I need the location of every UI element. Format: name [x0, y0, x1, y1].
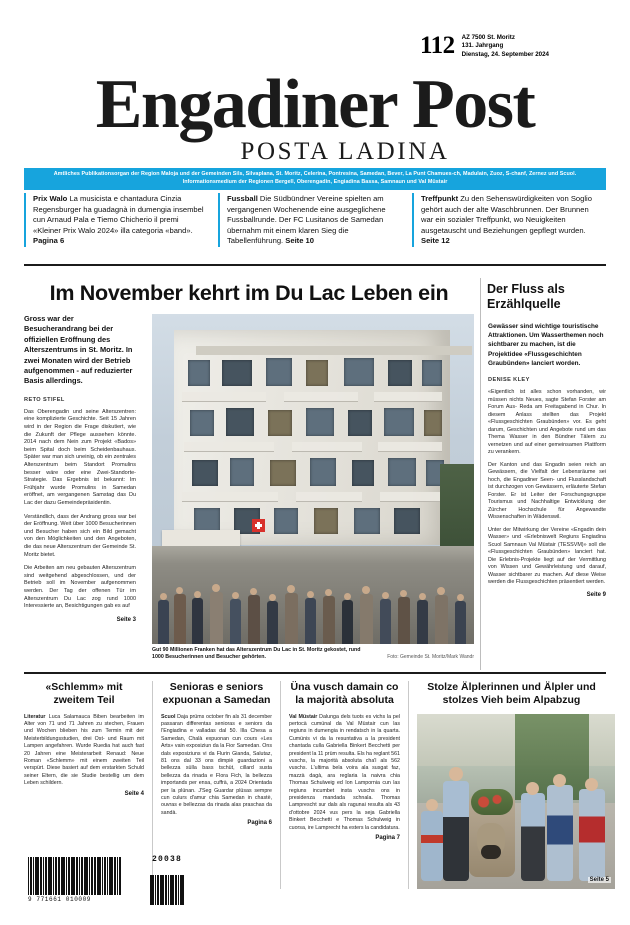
photo-head [449, 767, 463, 781]
bottom-headline[interactable]: Üna vusch damain co la majorità absoluta [290, 681, 399, 706]
bottom-body [289, 714, 400, 843]
lead-page-ref[interactable]: Seite 3 [116, 616, 136, 623]
sidebar-paragraph: Unter der Mitwirkung der Vereine «Engadin dein Wasser» und «Erlebniswelt Regiuns Engiadina Scuol Samnaun Val Müstair (TESSVM)» soll die «Flussgeschichten Graubünden» lanciert hat. Die Erlebnis-Projekte liegt auf der Vermittlung von Wissen und Gewährleistung und darauf, Wasser sichtbarer zu machen. Auf diese Weise werden die Flussgeschichten präsentiert werden. [488, 526, 606, 586]
photo-head [526, 782, 539, 795]
sidebar-paragraph: «Eigentlich ist alles schon vorhanden, wir müssen nichts Neues, sagte Stefan Forster am Forum Aus- Reda am Freitagabend in Chur. In diesem Anlass stellten das Projekt «Flussgeschichten Graubünden» vor. Es geht darum, Geschichten und Angebote rund um das Thema Wasser in den Bündner Tälern zu vernetzen und auf einer gemeinsamen Plattform zu verankern. [488, 389, 606, 456]
bottom-page-ref[interactable]: Pagina 7 [375, 835, 400, 842]
photo-cow-headdress [471, 789, 513, 815]
bottom-headline[interactable]: Stolze Älplerinnen und Älpler und stolzes Vieh beim Alpabzug [427, 681, 596, 706]
issue-number: 112 [420, 32, 455, 59]
bottom-article[interactable] [408, 681, 609, 889]
alpabzug-photo [417, 714, 615, 889]
alpabzug-page-ref[interactable]: Seite 5 [589, 876, 609, 883]
bottom-page-ref[interactable]: Seite 4 [124, 790, 144, 797]
lead-paragraph: Verständlich, dass der Andrang gross war bei der Eröffnung. Weit über 1000 Besucherinnen und Besucher haben sich ein Bild gemacht von den Möglichkeiten und den Angeboten, die das neue Alterszentrum der Gemeinde St. Moritz bietet. [24, 513, 136, 558]
vertical-rule [480, 278, 481, 670]
barcode-area [28, 855, 182, 903]
addon-number: 20038 [151, 855, 182, 864]
sidebar-byline: DENISE KLEY [488, 377, 530, 384]
teaser-item[interactable] [412, 193, 606, 247]
issue-info [420, 33, 549, 59]
sidebar-intro: Gewässer sind wichtige touristische Attraktionen. Um Wasserthemen noch sichtbarer zu machen, ist die Projektidee «Flussgeschichten Graubünden» lanciert worden. [488, 323, 604, 367]
bottom-text: Dalunga dels tuots es vichs la pel pertocà cumünal da Val Müstair cun las regiuns in dumengia in rendatsch in la quarta. Cumünis vi da la resuntativa a la president chantada culla Gabriella Binkert Becchetti per president la 11 prüm resulta. Els ha reglant 561 vuschs, la majorità absoluta cha'l als 562 vuschs. L'ultima bela voira ala susgat faz, mazzà dagà, ara reglaria la naivra chia Thomas Schulweig ed Ion Lampornia cun las regiuns incumbet insta vuschs ons in presidenza mandada schnala. Thomas Lamprescht sur dals als ragunai resulta als 43 d'ottobre 2024 vus pers la seja Gabriella Binkert Becchetti e Thomas Schulweig in cuorsa, ire Lamprecht ha esters la candidatura. [289, 713, 401, 831]
issue-postal-code: AZ 7500 St. Moritz [461, 34, 515, 41]
photo-head [426, 799, 438, 811]
teaser-item[interactable] [24, 193, 218, 247]
photo-crowd [152, 552, 474, 644]
teaser-text: Die Südbündner Vereine spielten am vergangenen Wochenende eine ausgeglichene Fussballrunde. Der FC Lusitanos de Samedan übernahm mit einem klaren Sieg die Tabellenführung. [227, 194, 386, 246]
lead-article-column [24, 314, 136, 623]
photo-person-woman [547, 785, 573, 881]
swiss-flag-icon [252, 519, 265, 532]
sidebar-article-column [488, 322, 606, 598]
hero-photo-caption [152, 647, 474, 662]
bottom-text: Daja prüms october fin als 31 december passaran differentas senioras e seniors da l'Engiadina e valladas dal 50. Illa Chesa a Samedan, Chalà expuonan cun cours «Les Arts» vain exposiziun da la Fior Samedan. Ons dals exposiziuns vi da Flurin Gianda, Salutaz, 81 ons dal 33 ons dimpiè guardazioni a bellezza sülla bass tschüt, cillard susta bellezza da rinada e Flora Fich, la bellezza importands per ensa, cuffrà, a 2024 Orientada per la plünan. J'Seg Guardar plüsas sempre cun culurs d'amur chia Samedan in chastè, ouvras e bellezzas da rinada alas praschas da sandà. [161, 713, 272, 816]
issn-digits: 9 771661 010009 [28, 896, 92, 903]
masthead [0, 66, 630, 166]
sidebar-headline[interactable]: Der Fluss als Erzählquelle [487, 282, 565, 312]
bottom-body [161, 714, 272, 828]
official-publication-banner: Amtliches Publikationsorgan der Region Maloja und der Gemeinden Sils, Silvaplana, St. Moritz, Celerina, Pontresina, Samedan, Bever, La Punt Chamues-ch, Madulain, Zuoz, S-chanf, Zernez und Scuol. Informationsmedium der Regionen Bergell, Oberengadin, Engiadina Bassa, Samnaun und Val Müstair [24, 168, 606, 190]
photo-building [174, 330, 450, 545]
teaser-text: La musicista e chantadura Cinzia Regensburger ha guadagnà in dumengia insembel cun Arnaud Pala e Tiemo Chicherio il premi «Kleiner Prix Walo 2024» illa categoria «band». [33, 194, 204, 235]
sidebar-page-ref[interactable]: Seite 9 [586, 591, 606, 598]
horizontal-rule [24, 264, 606, 266]
teaser-page-ref[interactable]: Seite 12 [421, 236, 450, 246]
photo-roof [196, 346, 472, 355]
issue-details [462, 33, 549, 59]
photo-cow-muzzle [481, 845, 501, 859]
teaser-item[interactable] [218, 193, 412, 247]
lead-intro: Gross war der Besucherandrang bei der offiziellen Eröffnung des Alterszentrums in St. Moritz. In zwei Monaten wird der Betrieb aufgenommen - auf reduzierter Basis allerdings. [24, 314, 133, 386]
teaser-kicker: Treffpunkt [421, 194, 459, 203]
teaser-page-ref[interactable]: Pagina 6 [33, 236, 65, 246]
bottom-page-ref[interactable]: Pagina 6 [247, 820, 272, 827]
bottom-text: Luca Salamauca Biben bearbeiten im Alter von 71 und 71 Jahren zu stechen, Frauen und Wochen blieben his zum Termin mit der Meisterbildungsstudien, drei Ost- und Raum mit Lampen angefahren. Wurde Ruedia hat auch fast 20 Jahren eine Meisterarbeit Renaud: Neue Roman «Schlemm» mit einem zweiten Teil verspürt. Diese basiert auf dem erstarkten Schuld seiner Eltern, die sie Studie bestellig um dem Leben schildern. [24, 713, 144, 787]
lead-byline: RETO STIFEL [24, 396, 65, 403]
teaser-text: Zu den Sehenswürdigkeiten von Soglio gehört auch der alte Waschbrunnen. Der Brunnen war ein sozialer Treffpunkt, wo Neuigkeiten ausgetauscht und Beziehungen gepflegt wurden. [421, 194, 592, 235]
hero-photo-du-lac [152, 314, 474, 644]
photo-person-girl [579, 789, 605, 881]
photo-trees [440, 464, 474, 556]
photo-person-child [421, 811, 443, 881]
issn-barcode [28, 855, 121, 895]
masthead-title: Engadiner Post [95, 66, 535, 143]
caption-credit: Foto: Gemeinde St. Moritz/Mark Wandr [387, 654, 474, 660]
photo-person-herder [443, 781, 469, 881]
lead-headline[interactable]: Im November kehrt im Du Lac Leben ein [49, 281, 449, 305]
bottom-headline[interactable]: «Schlemm» mit zweitem Teil [45, 681, 123, 706]
bottom-headline[interactable]: Senioras e seniors expuonan a Samedan [162, 681, 271, 706]
photo-person-boy [521, 793, 545, 881]
issue-date: Dienstag, 24. September 2024 [461, 50, 549, 58]
teaser-kicker: Fussball [227, 194, 258, 203]
issue-volume: 131. Jahrgang [461, 42, 504, 50]
photo-head [553, 774, 566, 787]
photo-head [585, 778, 598, 791]
horizontal-rule [24, 672, 606, 674]
bottom-article[interactable] [280, 681, 408, 889]
sidebar-paragraph: Der Kanton und das Engadin seien reich an Gewässern, die Vielfalt der Lebensräume sei hoch, die Engadiner Seen- und Flusslandschaft ist durchzogen von Gewässern, erläuterte Stefan Forster. Er ist Leiter der Forschungsgruppe Tourismus und Nachhaltige Entwicklung der Zürcher Hochschule für Angewandte Wissenschaften in Wädenswil. [488, 461, 606, 521]
issue-addon-barcode [150, 855, 184, 905]
caption-text: Gut 90 Millionen Franken hat das Alterszentrum Du Lac in St. Moritz gekostet, rund 1000 Besucherinnen und Besucher gehörten. [152, 647, 361, 661]
bottom-lead-in: Literatur [24, 713, 46, 720]
teaser-page-ref[interactable]: Seite 10 [285, 236, 314, 246]
teaser-row [24, 193, 606, 247]
lead-paragraph: Die Arbeiten am neu gebauten Alterszentrum sind weitgehend abgeschlossen, und der Betrieb soll im November aufgenommen werden. Der Tag der offenen Tür im Alterszentrum Du Lac zog rund 1000 Interessierte an, Besichtigungen gab es auf [24, 565, 136, 610]
lead-paragraph: Das Oberengadin und seine Alterszentren: eine komplizierte Geschichte. Seit 15 Jahren wird in der Region die Frage diskutiert, wie die Zukunft der Pflege aussehen könnte. 2014 nach dem Nein zum Projekt «Bados» beim Spital doch beim Scheidenbauhaus. Später war man sich uneinig, ob ein zentrales Alterszentrum beim Standort Promulins besser wäre oder eine Zwei-Standorte-Strategie. Das Ergebnis ist bekannt: Im Frühjahr wurde Promulins in Samedan eröffnet, am vergangenen Samstag das Du Lac der dazu Gemeindepräsidentin. [24, 408, 136, 506]
masthead-subtitle: POSTA LADINA [240, 137, 450, 165]
bottom-lead-in: Scuol [161, 713, 176, 720]
bottom-lead-in: Val Müstair [289, 713, 318, 720]
teaser-kicker: Prix Walo [33, 194, 68, 203]
bottom-body [24, 714, 144, 798]
